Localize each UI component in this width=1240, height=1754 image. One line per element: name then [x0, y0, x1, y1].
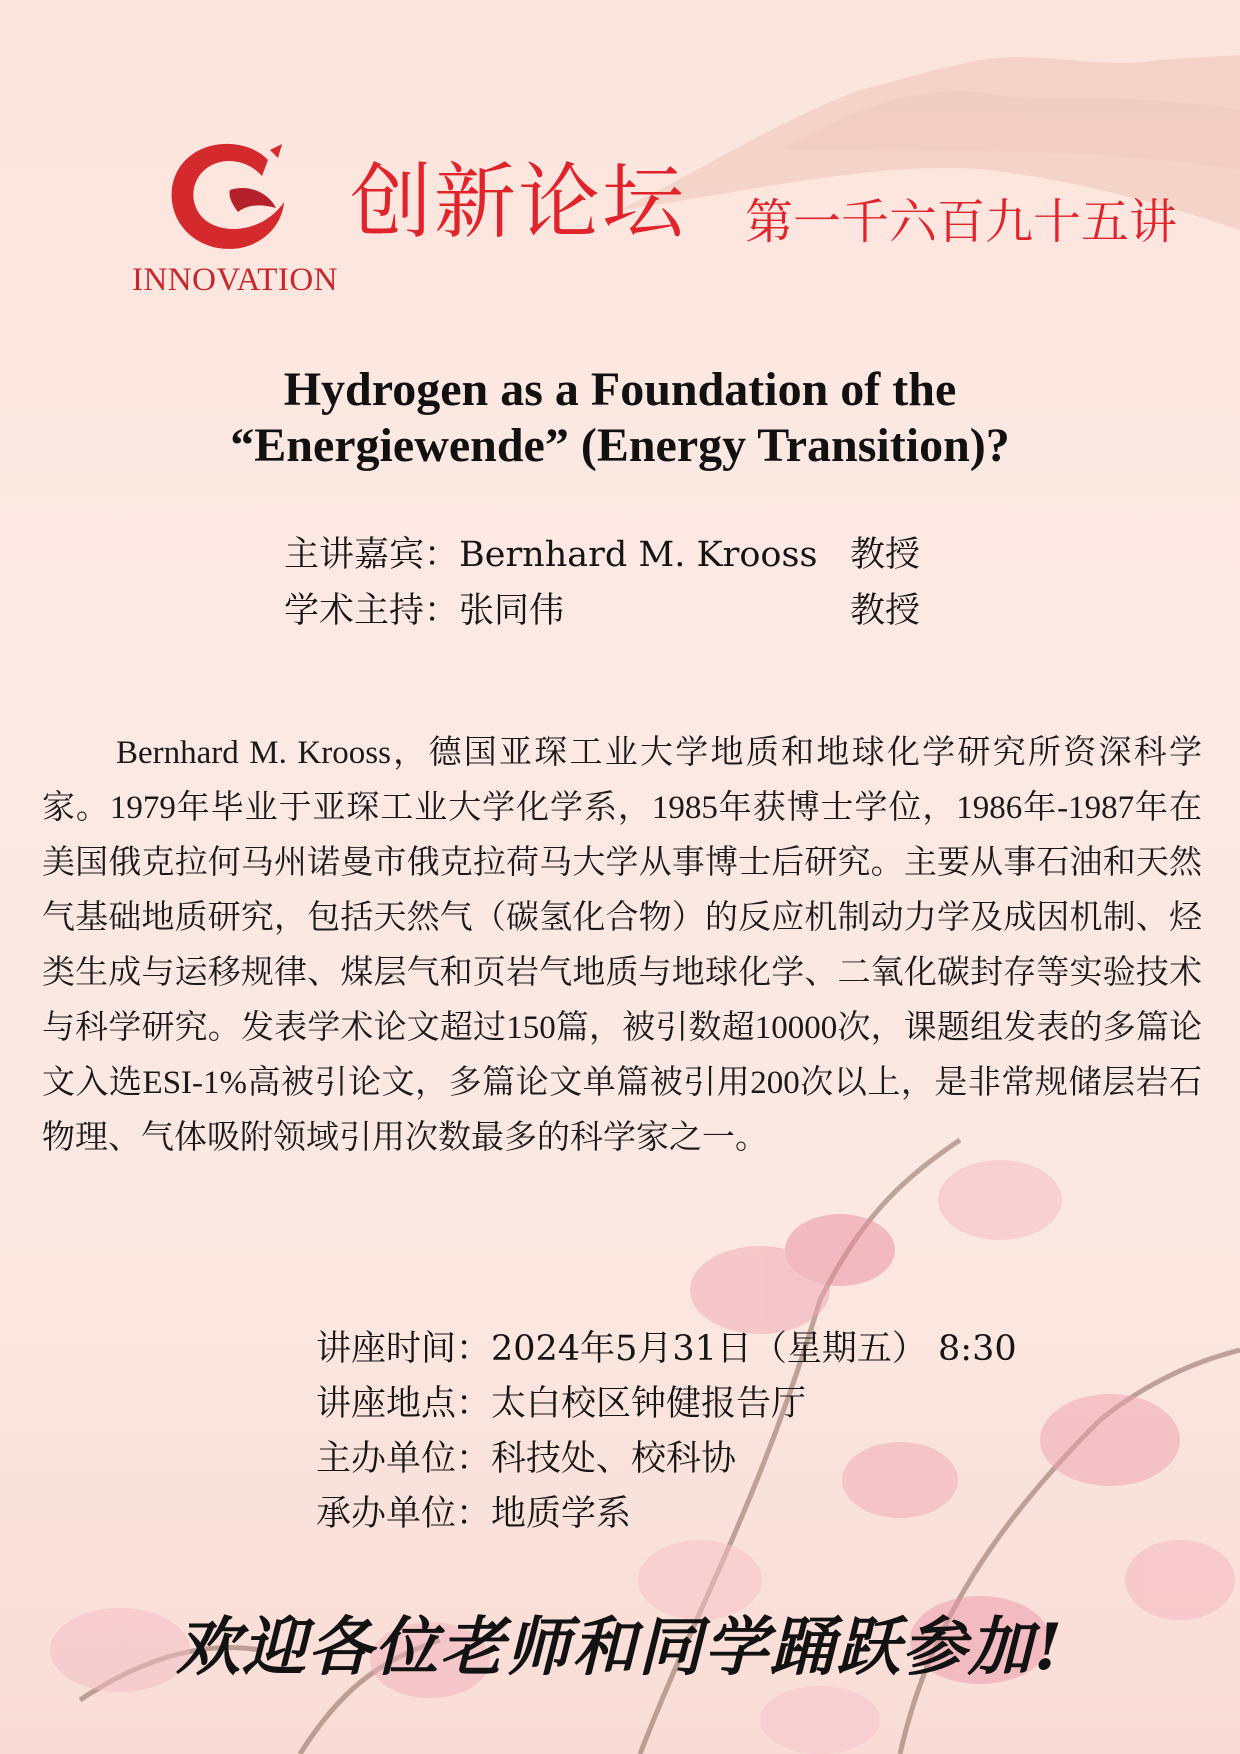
- title-line-2: “Energiewende” (Energy Transition)?: [230, 419, 1010, 472]
- info-value: 太白校区钟健报告厅: [491, 1384, 807, 1424]
- speaker-label: 主讲嘉宾：: [284, 535, 460, 575]
- speakers-block: [284, 527, 921, 639]
- info-row-venue: [316, 1377, 1017, 1432]
- lecture-number: 第一千六百九十五讲: [745, 194, 1178, 250]
- host-role: 教授: [850, 591, 921, 631]
- info-value: 地质学系: [491, 1494, 632, 1534]
- info-label: 承办单位：: [316, 1494, 492, 1534]
- info-label: 主办单位：: [316, 1439, 492, 1479]
- info-value: 科技处、校科协: [491, 1439, 737, 1479]
- info-row-time: [316, 1322, 1017, 1377]
- logo-text: INNOVATION: [131, 262, 339, 298]
- speaker-row: [284, 527, 921, 583]
- title-line-1: Hydrogen as a Foundation of the: [283, 363, 957, 416]
- speaker-bio: Bernhard M. Krooss，德国亚琛工业大学地质和地球化学研究所资深科学家。1979年毕业于亚琛工业大学化学系，1985年获博士学位，1986年-1987年在美国俄克拉何马州诺曼市俄克拉荷马大学从事博士后研究。主要从事石油和天然气基础地质研究，包括天然气（碳氢化合物）的反应机制动力学及成因机制、烃类生成与运移规律、煤层气和页岩气地质与地球化学、二氧化碳封存等实验技术与科学研究。发表学术论文超过150篇，被引数超10000次，课题组发表的多篇论文入选ESI-1%高被引论文，多篇论文单篇被引用200次以上，是非常规储层岩石物理、气体吸附领域引用次数最多的科学家之一。: [42, 735, 1202, 1156]
- host-name: 张同伟: [459, 591, 565, 631]
- speaker-role: 教授: [850, 535, 921, 575]
- info-label: 讲座地点：: [316, 1384, 492, 1424]
- lecture-info: [316, 1322, 1017, 1542]
- logo-swirl-icon: [158, 130, 298, 260]
- info-label: 讲座时间：: [316, 1329, 492, 1369]
- lecture-title: [60, 362, 1180, 474]
- info-value: 2024年5月31日（星期五） 8:30: [491, 1329, 1017, 1369]
- welcome-slogan: 欢迎各位老师和同学踊跃参加!: [175, 1610, 1065, 1685]
- innovation-logo: [120, 120, 350, 310]
- info-row-host-unit: [316, 1487, 1017, 1542]
- speaker-name: Bernhard M. Krooss: [459, 535, 818, 575]
- host-label: 学术主持：: [284, 591, 460, 631]
- host-row: [284, 583, 921, 639]
- forum-name: 创新论坛: [350, 155, 687, 250]
- info-row-organizer: [316, 1432, 1017, 1487]
